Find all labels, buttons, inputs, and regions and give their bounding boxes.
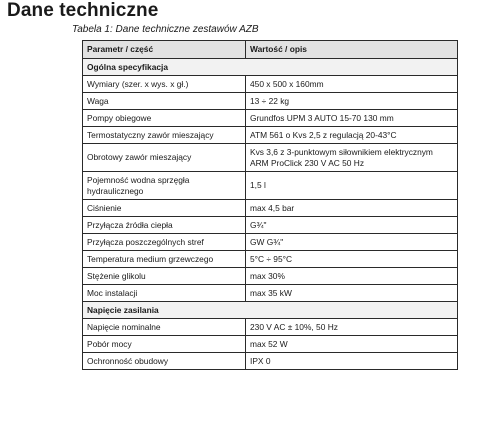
value-cell: ATM 561 o Kvs 2,5 z regulacją 20-43°C: [246, 127, 458, 144]
parameter-cell: Ochronność obudowy: [83, 353, 246, 370]
table-body: [83, 59, 458, 370]
parameter-cell: Termostatyczny zawór mieszający: [83, 127, 246, 144]
parameter-cell: Temperatura medium grzewczego: [83, 251, 246, 268]
table-row: [83, 127, 458, 144]
value-cell: 1,5 l: [246, 172, 458, 200]
value-cell: 5°C ÷ 95°C: [246, 251, 458, 268]
column-header-value: Wartość / opis: [246, 41, 458, 59]
value-cell: G¾": [246, 217, 458, 234]
value-cell: GW G¾": [246, 234, 458, 251]
value-cell: 13 ÷ 22 kg: [246, 93, 458, 110]
table-row: [83, 336, 458, 353]
parameter-cell: Napięcie nominalne: [83, 319, 246, 336]
parameter-cell: Wymiary (szer. x wys. x gł.): [83, 76, 246, 93]
parameter-cell: Stężenie glikolu: [83, 268, 246, 285]
value-cell: Grundfos UPM 3 AUTO 15-70 130 mm: [246, 110, 458, 127]
value-cell: max 35 kW: [246, 285, 458, 302]
table-row: [83, 234, 458, 251]
section-row: [83, 59, 458, 76]
table-row: [83, 93, 458, 110]
section-title: Ogólna specyfikacja: [83, 59, 458, 76]
value-cell: IPX 0: [246, 353, 458, 370]
parameter-cell: Pojemność wodna sprzęgła hydraulicznego: [83, 172, 246, 200]
parameter-cell: Pompy obiegowe: [83, 110, 246, 127]
parameter-cell: Waga: [83, 93, 246, 110]
parameter-cell: Przyłącza poszczególnych stref: [83, 234, 246, 251]
parameter-cell: Moc instalacji: [83, 285, 246, 302]
parameter-cell: Ciśnienie: [83, 200, 246, 217]
value-cell: 230 V AC ± 10%, 50 Hz: [246, 319, 458, 336]
parameter-cell: Przyłącza źródła ciepła: [83, 217, 246, 234]
value-cell: Kvs 3,6 z 3-punktowym siłownikiem elektrycznym ARM ProClick 230 V AC 50 Hz: [246, 144, 458, 172]
page-heading: Dane techniczne: [7, 0, 159, 21]
section-row: [83, 302, 458, 319]
table-row: [83, 110, 458, 127]
table-row: [83, 217, 458, 234]
table-row: [83, 353, 458, 370]
table-caption: Tabela 1: Dane techniczne zestawów AZB: [72, 24, 259, 35]
table-header-row: [83, 41, 458, 59]
parameter-cell: Obrotowy zawór mieszający: [83, 144, 246, 172]
parameter-cell: Pobór mocy: [83, 336, 246, 353]
section-title: Napięcie zasilania: [83, 302, 458, 319]
table-row: [83, 285, 458, 302]
value-cell: max 52 W: [246, 336, 458, 353]
table-row: [83, 76, 458, 93]
specs-table: [82, 40, 458, 370]
table-row: [83, 172, 458, 200]
value-cell: 450 x 500 x 160mm: [246, 76, 458, 93]
table-row: [83, 144, 458, 172]
table-row: [83, 319, 458, 336]
value-cell: max 30%: [246, 268, 458, 285]
table-row: [83, 251, 458, 268]
column-header-parameter: Parametr / część: [83, 41, 246, 59]
table-row: [83, 200, 458, 217]
table-row: [83, 268, 458, 285]
value-cell: max 4,5 bar: [246, 200, 458, 217]
